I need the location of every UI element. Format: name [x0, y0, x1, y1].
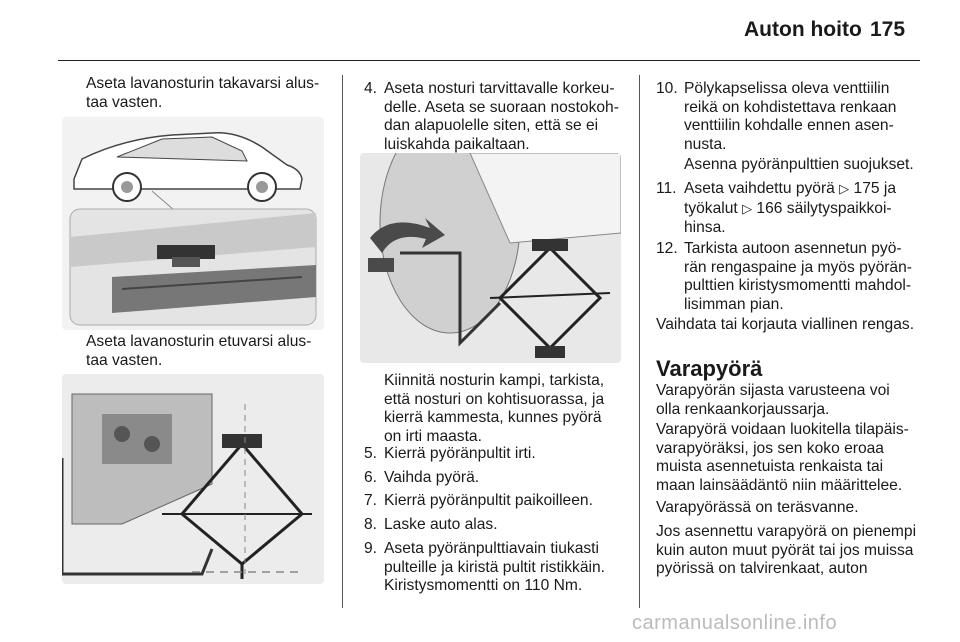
step-11-text-start: Aseta vaihdettu pyörä — [684, 180, 840, 197]
header-divider — [58, 60, 920, 61]
step-number-5: 5. — [364, 445, 378, 462]
page-title: Auton hoito — [744, 18, 862, 41]
paragraph-smaller-spare: Jos asennettu varapyörä on pienempi kuin auton muut pyörät tai jos muissa pyörissä on talvirenkaat, auton — [656, 523, 917, 578]
column-divider-1 — [342, 75, 343, 608]
crank-instruction: Kiinnitä nosturin kampi, tarkista, että nosturi on kohtisuorassa, ja kierrä kammesta, kunnes pyörä on irti maasta. — [384, 372, 605, 445]
page-number: 175 — [870, 18, 906, 41]
step-text-6: Vaihda pyörä. — [384, 469, 480, 486]
step-text-12: Tarkista autoon asennetun pyö- rän rengaspaine ja myös pyörän- pulttien kiristysmomentti mahdol- lisimman pian. — [684, 240, 912, 313]
step-number-4: 4. — [364, 80, 378, 97]
step-text-4: Aseta nosturi tarvittavalle korkeu- delle. Aseta se suoraan nostokoh- dan alapuolelle siten, että se ei luiskahda paikaltaan. — [384, 80, 619, 153]
step-text-8: Laske auto alas. — [384, 516, 498, 533]
triangle-right-icon: ▷ — [839, 182, 850, 197]
column-divider-2 — [639, 75, 640, 608]
paragraph-temporary-spare: Varapyörä voidaan luokitella tilapäis- varapyöräksi, jos sen koko eroaa muista asennetuista renkaista tai maan lainsäädäntö niin määrittelee. — [656, 421, 909, 494]
step-number-7: 7. — [364, 492, 378, 509]
step-text-11 — [684, 180, 946, 238]
step-number-12: 12. — [656, 240, 678, 257]
paragraph-steel-rim: Varapyörässä on teräsvanne. — [656, 499, 859, 516]
step-text-10: Pölykapselissa oleva venttiilin reikä on kohdistettava renkaan venttiilin kohdalle ennen asen- nusta. — [684, 80, 897, 153]
step-text-5: Kierrä pyöränpultit irti. — [384, 445, 536, 462]
page-ref-175[interactable]: 175 ja — [853, 180, 897, 197]
illustration-car-jack-rear — [62, 117, 324, 330]
triangle-right-icon: ▷ — [742, 201, 753, 217]
instruction-rear-arm: Aseta lavanosturin takavarsi alus- taa vasten. — [86, 75, 320, 111]
step-11-text-mid: työkalut — [684, 199, 743, 217]
step-number-10: 10. — [656, 80, 678, 97]
illustration-jack-crank — [360, 153, 621, 363]
step-number-11: 11. — [656, 180, 677, 197]
page-ref-166[interactable]: 166 säilytyspaikkoi- — [756, 199, 892, 217]
section-heading: Varapyörä — [656, 356, 763, 381]
step-11-text-end: hinsa. — [684, 219, 726, 237]
step-text-10b: Asenna pyöränpulttien suojukset. — [684, 156, 914, 173]
step-number-8: 8. — [364, 516, 378, 533]
paragraph-repair-kit: Varapyörän sijasta varusteena voi olla renkaankorjaussarja. — [656, 382, 890, 418]
watermark: carmanualsonline.info — [632, 612, 838, 634]
instruction-front-arm: Aseta lavanosturin etuvarsi alus- taa vasten. — [86, 333, 312, 369]
step-text-7: Kierrä pyöränpultit paikoilleen. — [384, 492, 593, 509]
step-text-9: Aseta pyöränpulttiavain tiukasti pulteille ja kiristä pultit ristikkäin. Kiristysmomentti on 110 Nm. — [384, 540, 605, 595]
closing-note: Vaihdata tai korjauta viallinen rengas. — [656, 316, 915, 333]
illustration-jack-front-arm — [62, 374, 324, 584]
step-number-9: 9. — [364, 540, 378, 557]
step-number-6: 6. — [364, 469, 378, 486]
